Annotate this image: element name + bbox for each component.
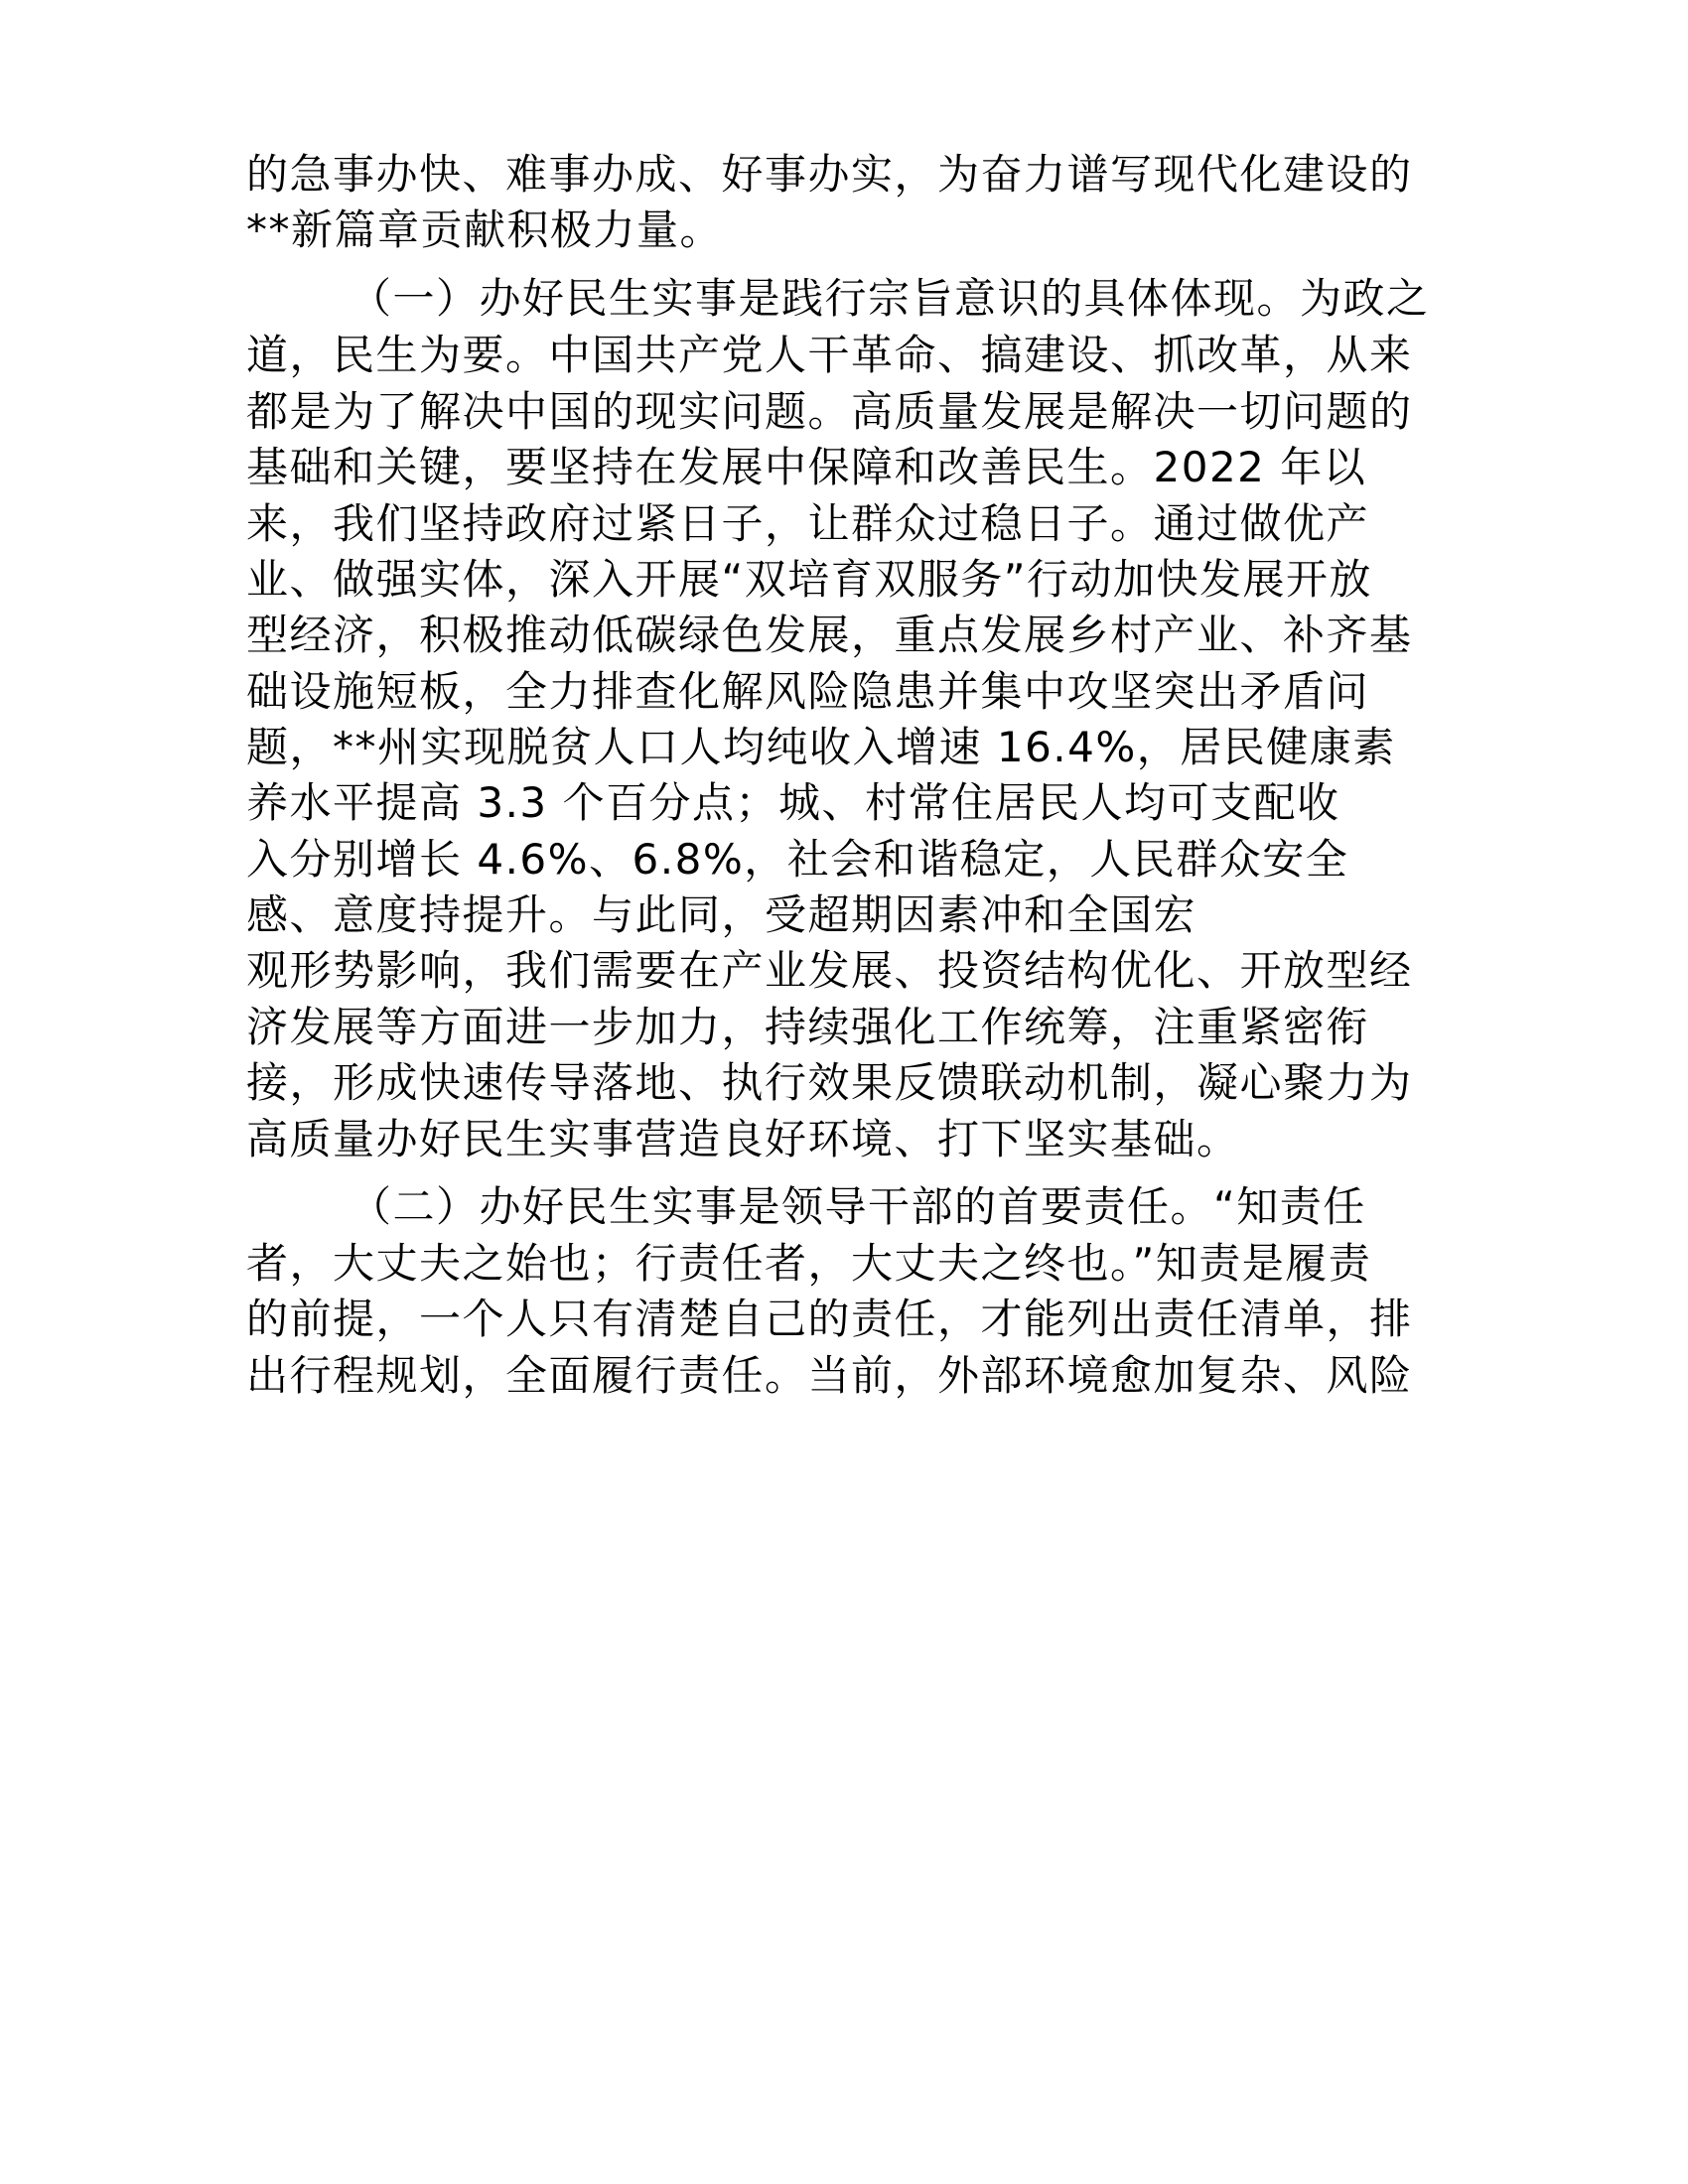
text-line: 来，我们坚持政府过紧日子，让群众过稳日子。通过做优产 [246,499,1370,548]
text-line: 观形势影响，我们需要在产业发展、投资结构优化、开放型经 [246,946,1413,995]
text-line: 的急事办快、难事办成、好事办实，为奋力谱写现代化建设的 [246,150,1413,199]
text-line: 感、意度持提升。与此同，受超期因素冲和全国宏 [246,890,1197,939]
text-line: 础设施短板，全力排查化解风险隐患并集中攻坚突出矛盾问 [246,667,1370,716]
text-line: 题，**州实现脱贫人口人均纯收入增速 16.4%，居民健康素 [246,723,1396,771]
text-line: 道，民生为要。中国共产党人干革命、搞建设、抓改革，从来 [246,331,1413,379]
text-line: 养水平提高 3.3 个百分点；城、村常住居民人均可支配收 [246,778,1340,827]
text-line: 的前提，一个人只有清楚自己的责任，才能列出责任清单，排 [246,1295,1413,1343]
text-line: 都是为了解决中国的现实问题。高质量发展是解决一切问题的 [246,387,1413,436]
text-line: 业、做强实体，深入开展“双培育双服务”行动加快发展开放 [246,555,1373,604]
text-line: 入分别增长 4.6%、6.8%，社会和谐稳定，人民群众安全 [246,835,1349,884]
text-line: 济发展等方面进一步加力，持续强化工作统筹，注重紧密衔 [246,1003,1370,1051]
text-line: **新篇章贡献积极力量。 [246,205,724,254]
text-line: 型经济，积极推动低碳绿色发展，重点发展乡村产业、补齐基 [246,611,1413,659]
paragraph-heading-line: （二）办好民生实事是领导干部的首要责任。“知责任 [350,1182,1366,1231]
text-line: 出行程规划，全面履行责任。当前，外部环境愈加复杂、风险 [246,1351,1413,1400]
text-line: 基础和关键，要坚持在发展中保障和改善民生。2022 年以 [246,443,1367,491]
text-line: 高质量办好民生实事营造良好环境、打下坚实基础。 [246,1115,1240,1163]
text-line: 接，形成快速传导落地、执行效果反馈联动机制，凝心聚力为 [246,1058,1413,1107]
text-line: 者，大丈夫之始也；行责任者，大丈夫之终也。”知责是履责 [246,1239,1372,1288]
paragraph-heading-line: （一）办好民生实事是践行宗旨意识的具体体现。为政之 [350,274,1430,323]
